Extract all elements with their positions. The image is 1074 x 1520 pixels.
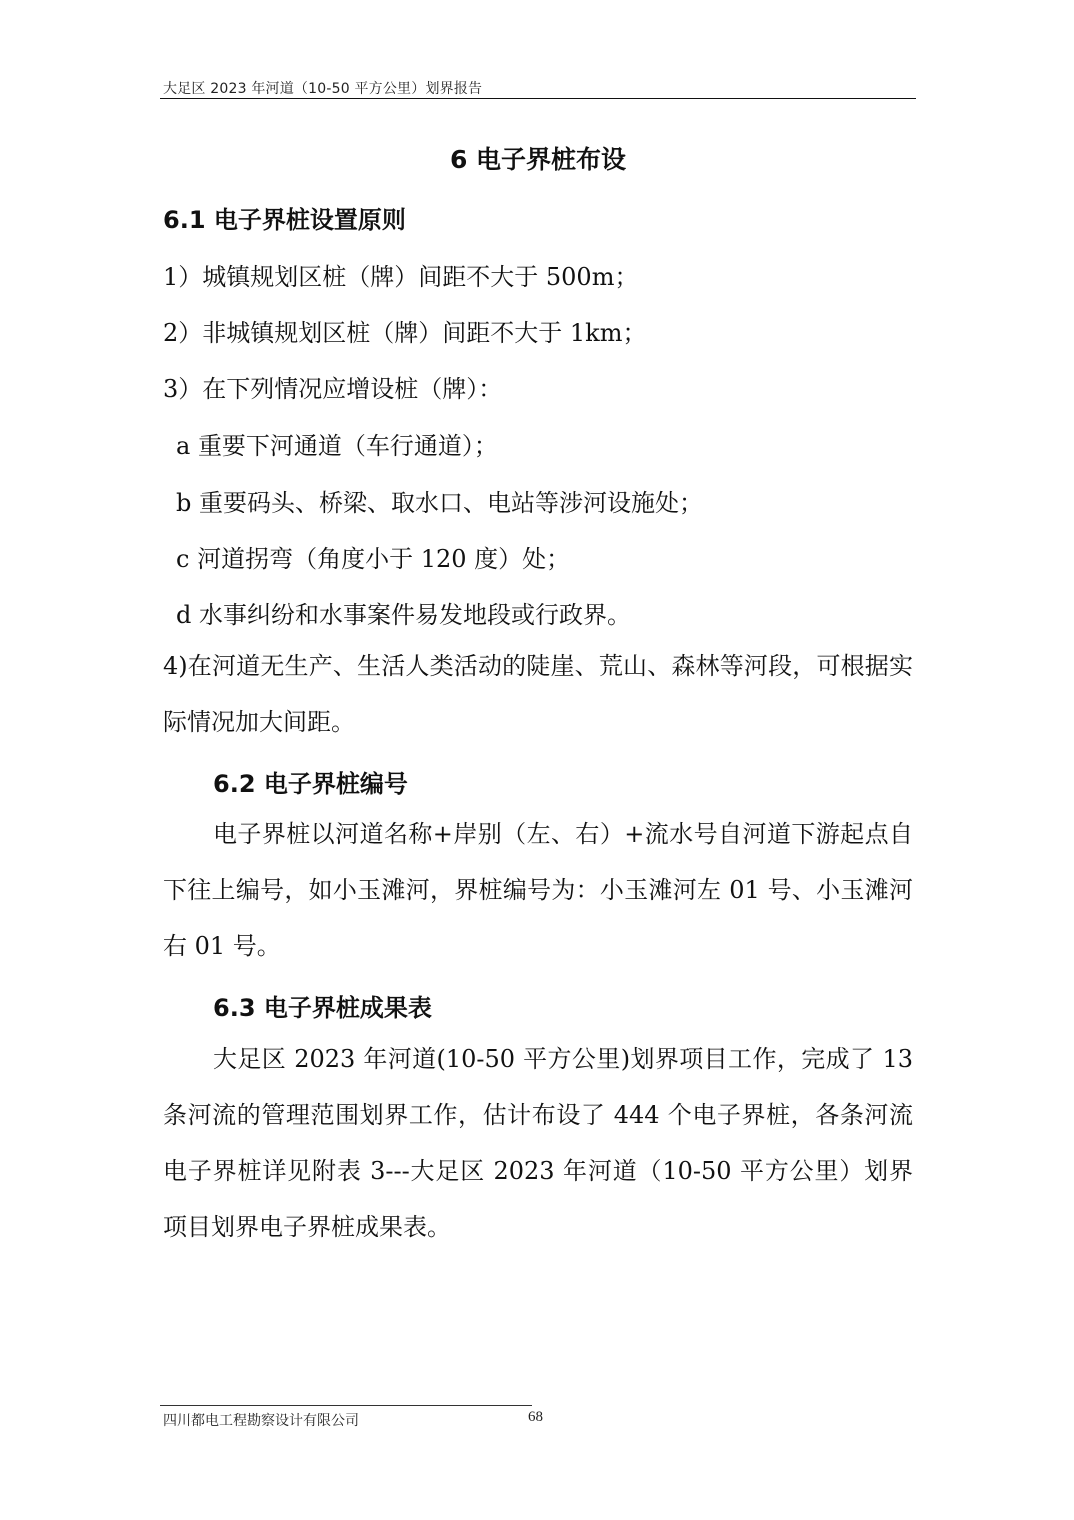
list-item: 1）城镇规划区桩（牌）间距不大于 500m；	[163, 263, 639, 291]
section-6-3-paragraph: 大足区 2023 年河道(10-50 平方公里)划界项目工作，完成了 13 条河流的管理范围划界工作，估计布设了 444 个电子界桩，各条河流电子界桩详见附表 3---大足区 2023 年河道（10-50 平方公里）划界项目划界电子界桩成果表。	[163, 1045, 913, 1241]
footer-divider	[160, 1405, 532, 1406]
footer-company-name: 四川都电工程勘察设计有限公司	[163, 1413, 359, 1429]
list-item: 2）非城镇规划区桩（牌）间距不大于 1km；	[163, 319, 647, 347]
section-heading-6-3: 6.3 电子界桩成果表	[213, 994, 432, 1022]
sub-list-item: c 河道拐弯（角度小于 120 度）处；	[176, 545, 571, 573]
sub-list-item: a 重要下河通道（车行通道）；	[176, 432, 498, 460]
section-heading-6-1: 6.1 电子界桩设置原则	[163, 206, 406, 234]
section-heading-6-2: 6.2 电子界桩编号	[213, 770, 408, 798]
running-header: 大足区 2023 年河道（10-50 平方公里）划界报告	[163, 81, 483, 97]
sub-list-item: b 重要码头、桥梁、取水口、电站等涉河设施处；	[176, 489, 703, 517]
list-item-4-paragraph: 4)在河道无生产、生活人类活动的陡崖、荒山、森林等河段，可根据实际情况加大间距。	[163, 652, 913, 736]
chapter-title: 6 电子界桩布设	[449, 145, 627, 174]
section-6-2-paragraph: 电子界桩以河道名称+岸别（左、右）+流水号自河道下游起点自下往上编号，如小玉滩河，界桩编号为：小玉滩河左 01 号、小玉滩河右 01 号。	[163, 820, 913, 960]
sub-list-item: d 水事纠纷和水事案件易发地段或行政界。	[176, 601, 631, 629]
page-number: 68	[528, 1409, 543, 1425]
list-item: 3）在下列情况应增设桩（牌）：	[163, 375, 503, 403]
header-divider	[160, 98, 916, 99]
